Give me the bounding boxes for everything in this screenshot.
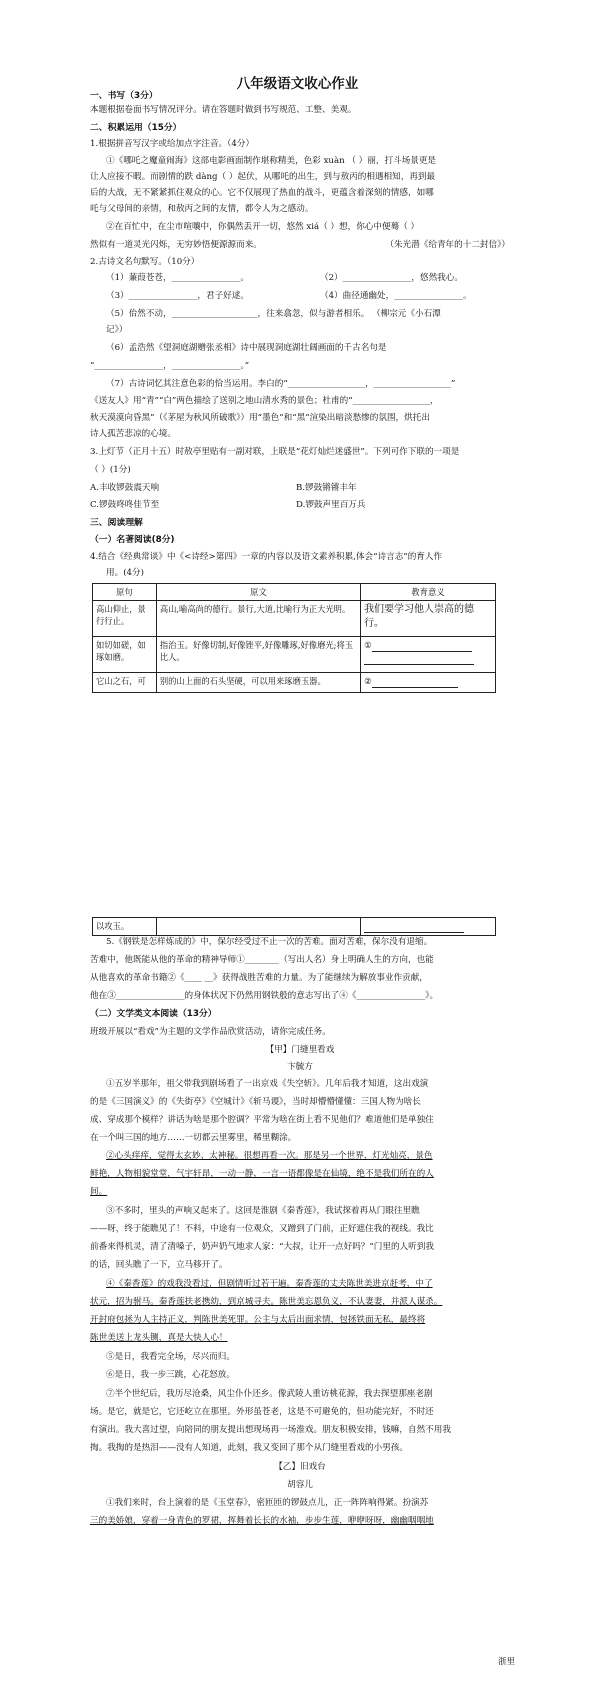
dictation-line: “________________，________________。” — [90, 361, 250, 371]
dictation-line: （3）________________，君子好逑。 — [106, 291, 249, 301]
passage-line: 三的美娇娘，穿着一身青色的罗裙，挥舞着长长的水袖，步步生莲，咿咿呀呀，幽幽咽咽地 — [90, 1516, 434, 1526]
poetry-table-continued — [92, 917, 496, 936]
dictation-line: （5）佁然不动，____________________，往来翕忽，似与游者相乐。 （柳宗元《小石潭 — [106, 309, 441, 319]
passage-line: ④《秦香莲》的戏我没看过，但剧情听过若干遍。秦香莲的丈夫陈世美进京赶考，中了 — [106, 1279, 433, 1289]
source-citation: （朱光潜《给青年的十二封信》） — [385, 240, 510, 250]
option-d: D.锣鼓声里百万兵 — [296, 500, 366, 510]
passage-author: 卞毓方 — [287, 1062, 313, 1072]
passage-line: 开封府包拯为人主持正义，判陈世美死罪。公主与太后出面求情，包拯铁面无私，最终将 — [90, 1315, 426, 1325]
section-heading-writing: 一、书写（3分） — [90, 91, 158, 101]
passage-line: 陈世美送上龙头铡，真是大快人心！ — [90, 1333, 228, 1343]
dictation-line: 《送友人》用“青”“白”两色描绘了送别之地山清水秀的景色；杜甫的“__________________， — [90, 396, 439, 406]
paragraph-line: 后的大战，无不紧紧抓住观众的心。它不仅展现了热血的战斗，更蕴含着深刻的情感，如哪 — [90, 188, 434, 198]
passage-line: 的话，回头瞧了一下，立马移开了。 — [90, 1260, 228, 1270]
question-line: 从他喜欢的革命书籍②《____ __》获得战胜苦难的力量。为了能继续为解放事业作贡献， — [90, 973, 428, 983]
table-cell: 高山,喻高尚的德行。景行,大道,比喻行为正大光明。 — [156, 601, 360, 637]
table-cell: 别的山上面的石头坚硬，可以用来琢磨玉器。 — [156, 673, 360, 693]
passage-line: 在一个叫三国的地方……一切都云里雾里，稀里糊涂。 — [90, 1133, 297, 1143]
question-line: 5.《钢铁是怎样炼成的》中，保尔经受过不止一次的苦难。面对苦难，保尔没有退缩。 — [106, 937, 433, 947]
passage-line: 间。 — [90, 1187, 108, 1197]
table-row — [93, 673, 496, 693]
dictation-line: 诗人孤苦悲凉的心境。 — [90, 429, 176, 439]
question-stem: 1.根据拼音写汉字或给加点字注音。（4分） — [90, 139, 255, 149]
question-stem: 用。(4分) — [106, 568, 144, 578]
table-cell — [156, 918, 360, 936]
question-line: 苦难中，他既能从他的革命的精神导师①________（写出人名）身上明确人生的方向，也能 — [90, 955, 434, 965]
table-cell: 它山之石，可 — [93, 673, 157, 693]
passage-title: 【甲】门缝里看戏 — [265, 1045, 335, 1055]
table-header-row — [93, 584, 496, 601]
paragraph-line: 然似有一道灵光闪烁，无穷妙悟便源源而来。 — [90, 240, 262, 250]
table-header-cell: 原句 — [93, 584, 157, 601]
passage-author: 胡容儿 — [287, 1480, 313, 1490]
passage-line: ⑥是日，我一步三跳，心花怒放。 — [106, 1370, 235, 1380]
question-line: 他在③________________的身体状况下仍然用钢铁般的意志写出了④《________________》。 — [90, 991, 439, 1001]
answer-cell[interactable] — [361, 918, 496, 936]
table-cell: 我们要学习他人崇高的德行。 — [361, 601, 496, 637]
question-stem: 4.结合《经典常谈》中《<诗经>第四》一章的内容以及语文素养积累,体会“诗言志”的育人作 — [90, 552, 443, 562]
table-row — [93, 637, 496, 673]
section-heading-accumulation: 二、积累运用（15分） — [90, 123, 182, 133]
dictation-line: （4）曲径通幽处，________________。 — [320, 291, 472, 301]
table-cell: 如切如磋，如琢如磨。 — [93, 637, 157, 673]
answer-blank[interactable] — [364, 920, 464, 933]
passage-line: 成、穿成那个模样？讲话为啥是那个腔调？平常为啥在街上看不见他们？难道他们是单独住 — [90, 1115, 434, 1125]
table-row — [93, 918, 496, 936]
passage-line: ③不多时，里头的声响又起来了。这回是淮剧《秦香莲》，我试探着再从门眼往里瞧 — [106, 1206, 420, 1216]
question-stem: 2.古诗文名句默写。（10分） — [90, 257, 200, 267]
dictation-line: 秋天漠漠向昏黑”（《茅屋为秋风所破歌》）用“墨色”和“黑”渲染出暗淡愁惨的氛围，烘托出 — [90, 413, 430, 423]
passage-line: 掏。我掏的是热泪——没有人知道，此刻，我又变回了那个从门缝里看戏的小男孩。 — [90, 1443, 408, 1453]
dictation-line: （6）孟浩然《望洞庭湖赠张丞相》诗中展现洞庭湖壮阔画面的千古名句是 — [106, 343, 387, 353]
question-stem: 3.上灯节（正月十五）时敖亭里贴有一副对联，上联是“花灯灿烂迷盛世”。下列可作下联的一项是 — [90, 447, 460, 457]
dictation-line: （1）蒹葭苍苍，________________。 — [106, 273, 249, 283]
option-b: B.锣鼓锵锵丰年 — [296, 483, 357, 493]
dictation-line: 记》） — [106, 325, 128, 335]
paragraph-line: ①《哪吒之魔童闹海》这部电影画面制作堪称精美，色彩 xuàn （ ）丽，打斗场景更是 — [106, 156, 437, 166]
answer-marker: ① — [364, 640, 372, 650]
table-cell: 高山仰止，景行行止。 — [93, 601, 157, 637]
passage-line: ——呀，终于能瞧见了！不料，中途有一位观众，又蹭到了门前，正好遮住我的视线。我比 — [90, 1224, 434, 1234]
passage-line: 前番来得机灵，清了清嗓子，奶声奶气地求人家：“大叔，让开一点好吗？”门里的人听到我 — [90, 1242, 434, 1252]
answer-cell[interactable] — [361, 673, 496, 693]
table-header-cell: 教育意义 — [361, 584, 496, 601]
passage-line: ①我们来时，台上演着的是《玉堂春》，密匝匝的锣鼓点儿，正一阵阵响得紧。扮演苏 — [106, 1498, 429, 1508]
passage-line: 状元，招为驸马。秦香莲扶老携幼，到京城寻夫。陈世美忘恩负义，不认妻妻，并派人谋杀。 — [90, 1297, 443, 1307]
option-a: A.丰收锣鼓震天响 — [90, 483, 160, 493]
answer-blank[interactable] — [372, 675, 458, 688]
paragraph-line: ②在百忙中，在尘市喧嚷中，你偶然丢开一切，悠然 xiá（ ）想，你心中便蓦（ ） — [106, 222, 420, 232]
passage-line: 鲜艳，人物相貌堂堂，气宇轩昂，一动一静、一言一语都像是在仙境，绝不是我们所在的人 — [90, 1169, 434, 1179]
section-heading-reading: 三、阅读理解 — [90, 518, 143, 528]
poetry-table — [92, 583, 496, 693]
passage-line: ②心头痒痒，觉得太玄妙、太神秘。很想再看一次。那是另一个世界，灯光灿亮，景色 — [106, 1151, 433, 1161]
answer-blank[interactable] — [372, 639, 472, 652]
passage-line: 场。是它，就是它，它还屹立在那里。外形虽苍老，这是不可避免的，但功能完好，不时还 — [90, 1407, 434, 1417]
passage-line: ⑤是日，我看完全场，尽兴而归。 — [106, 1352, 235, 1362]
section-text: 本题根据卷面书写情况评分。请在答题时做到书写规范、工整、美观。 — [90, 105, 357, 115]
subsection-heading: （二）文学类文本阅读（13分） — [90, 1009, 217, 1019]
page-title: 八年级语文收心作业 — [236, 76, 359, 92]
answer-marker: ② — [364, 676, 372, 686]
answer-blank[interactable] — [364, 652, 474, 665]
intro-text: 班级开展以“看戏”为主题的文学作品欣赏活动，请你完成任务。 — [90, 1027, 331, 1037]
dictation-line: （2）________________，悠然我心。 — [320, 273, 463, 283]
passage-line: ⑦半个世纪后，我历尽沧桑，风尘仆仆还乡。像武陵人重访桃花源，我去探望那座老剧 — [106, 1389, 433, 1399]
subsection-heading: （一）名著阅读(8分) — [90, 535, 175, 545]
passage-line: ①五岁半那年，祖父带我到剧场看了一出京戏《失空斩》。几年后我才知道，这出戏演 — [106, 1079, 429, 1089]
passage-title: 【乙】旧戏台 — [274, 1462, 326, 1472]
table-cell: 以攻玉。 — [93, 918, 157, 936]
passage-line: 有演出。我大喜过望，向陪同的朋友提出想现场再一场淮戏。朋友积极安排，钱嘛，自然不用我 — [90, 1425, 451, 1435]
table-row — [93, 601, 496, 637]
dictation-line: （7）古诗词忆其注意色彩的恰当运用。李白的“__________________，__________________” — [106, 379, 456, 389]
answer-cell[interactable] — [361, 637, 496, 673]
table-header-cell: 原文 — [156, 584, 360, 601]
question-stem: （ ）(1分) — [90, 465, 131, 475]
page-footer: 浙里 — [497, 1657, 515, 1667]
paragraph-line: 让人应接不暇。而剧情的跌 dàng（ ）起伏，从哪吒的出生，到与敖丙的相遇相知，再到最 — [90, 172, 436, 182]
passage-line: 的是《三国演义》的《失街亭》《空城计》《斩马谡》，当时却懵懵懂懂：三国人物为啥长 — [90, 1097, 421, 1107]
option-c: C.锣鼓咚咚佳节至 — [90, 500, 160, 510]
table-cell: 指治玉。好像切制,好像锉平,好像雕琢,好像磨光;将玉比人。 — [156, 637, 360, 673]
paragraph-line: 吒与父母间的亲情，和敖丙之间的友情，都令人为之感动。 — [90, 204, 314, 214]
